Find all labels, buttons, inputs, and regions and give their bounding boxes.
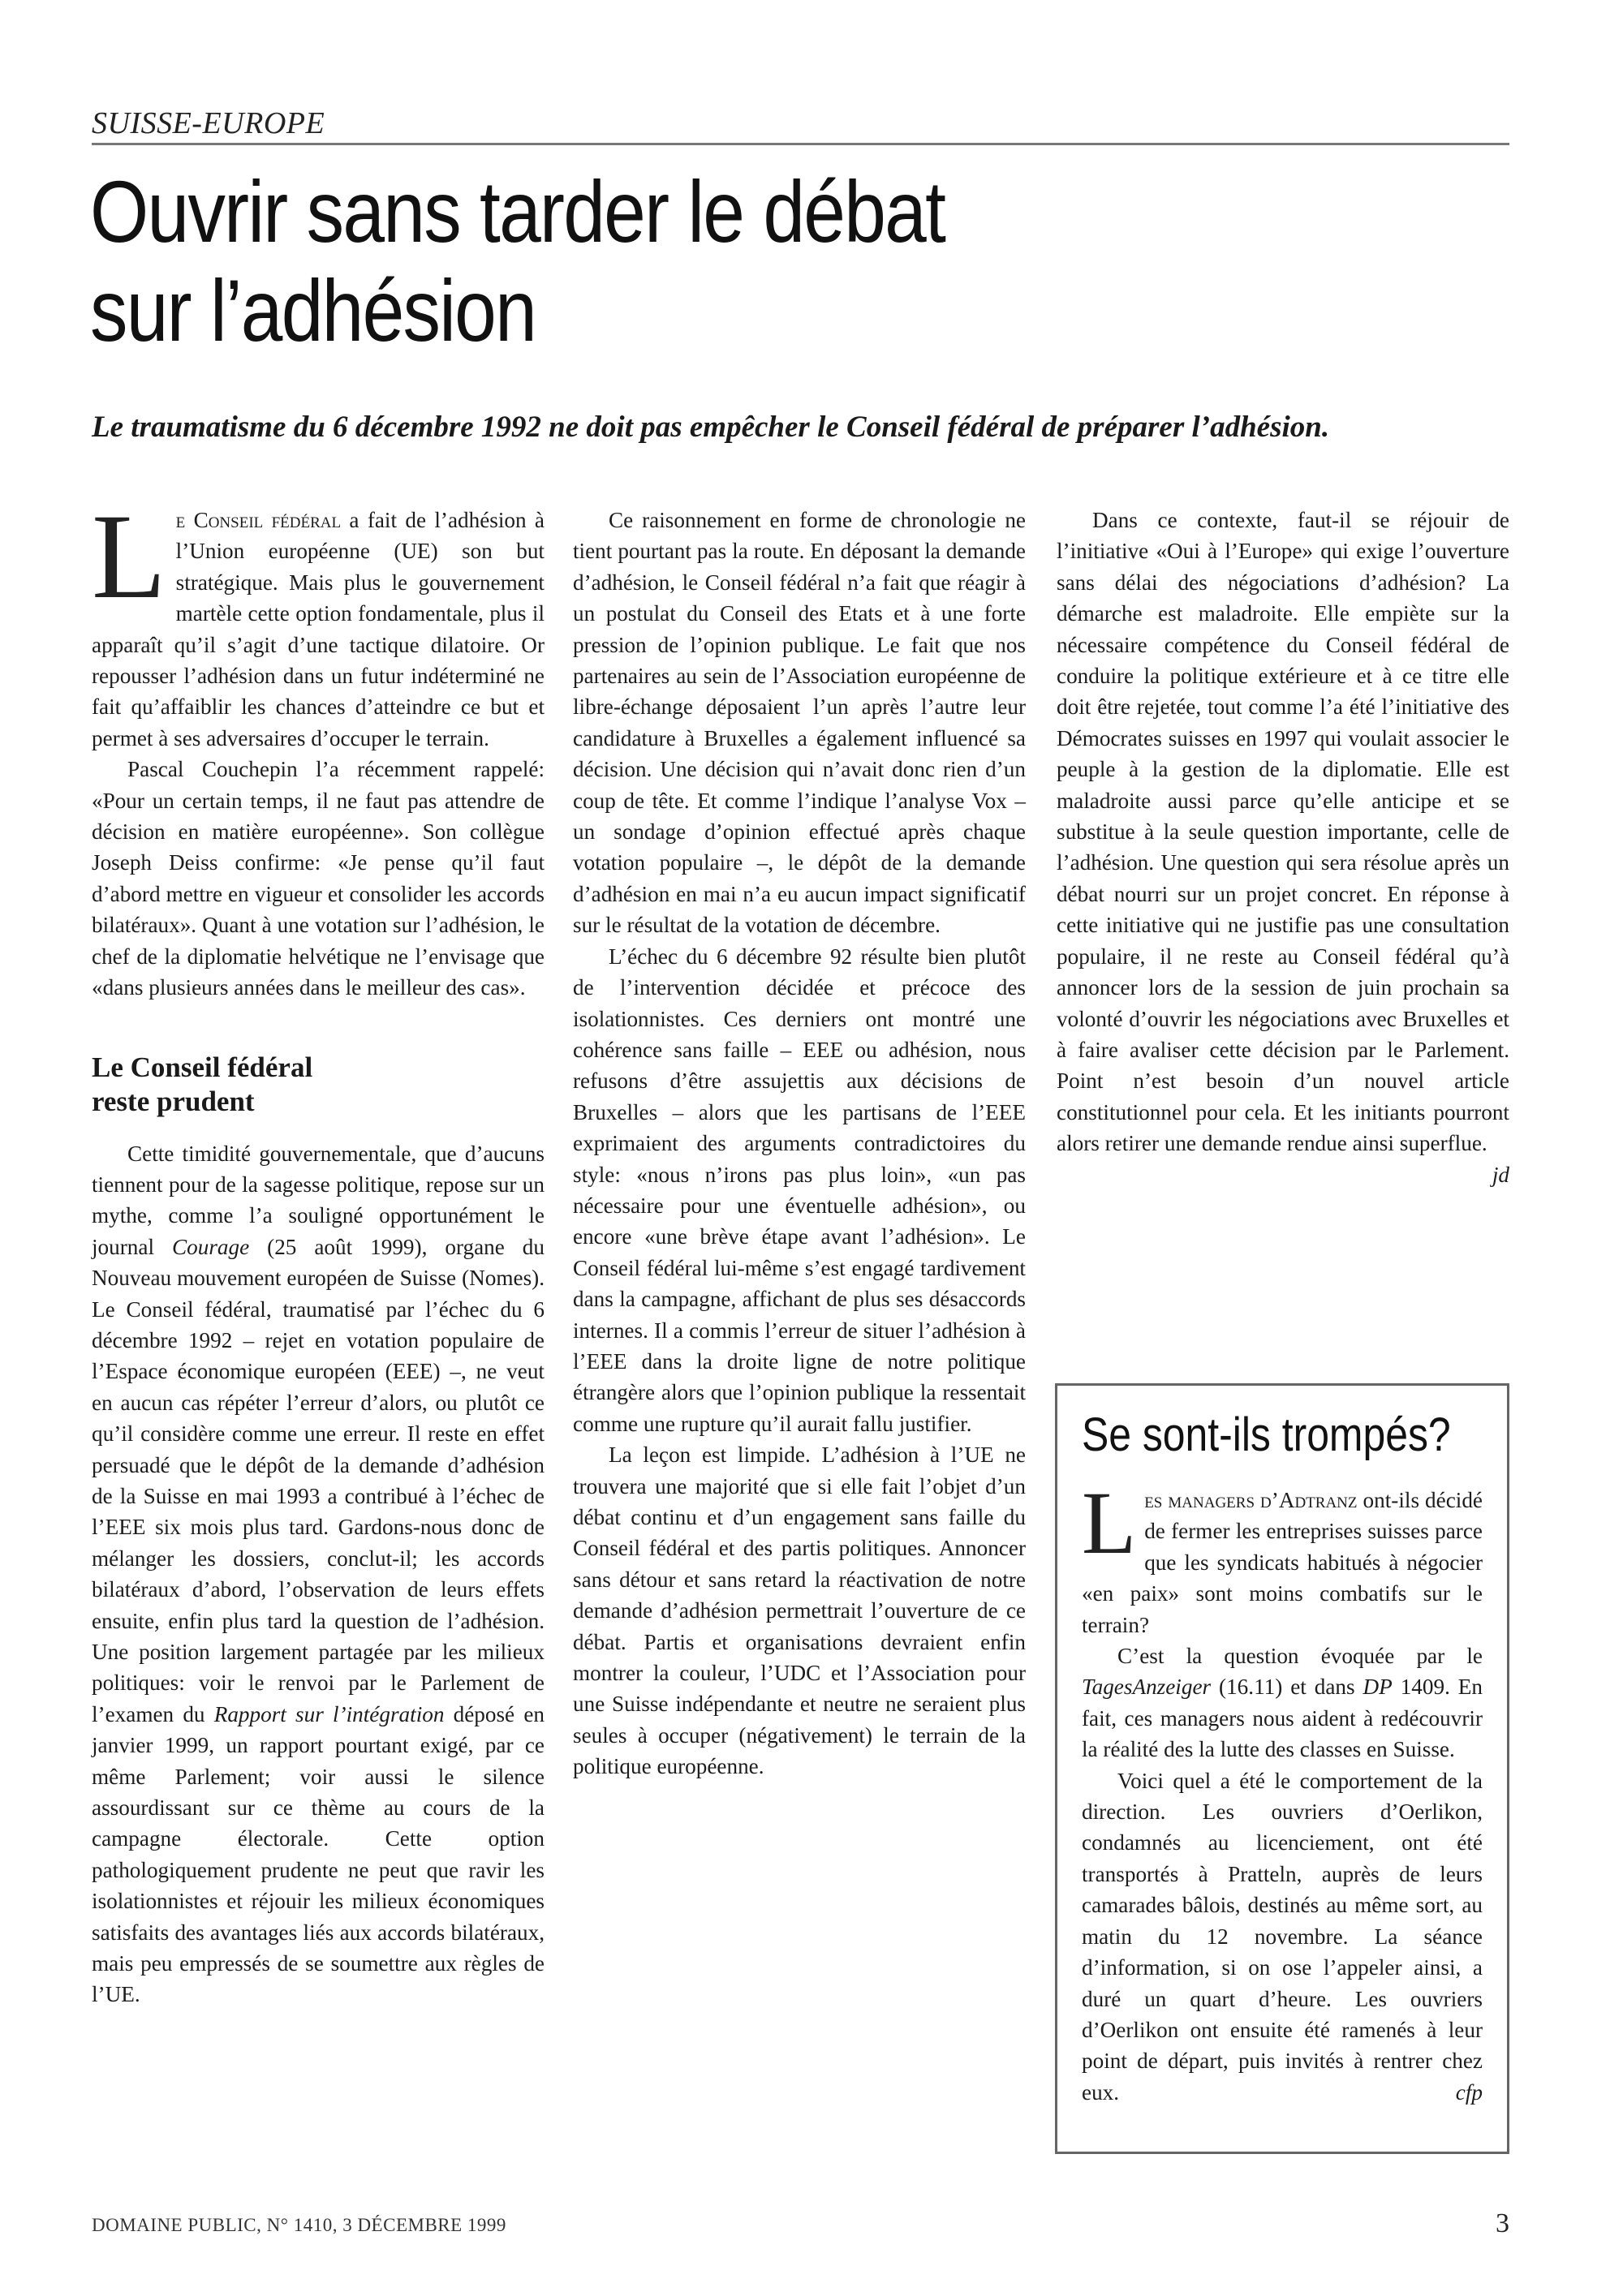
footer-issue-info: DOMAINE PUBLIC, N° 1410, 3 DÉCEMBRE 1999 [92,2215,506,2235]
paragraph-1-text: a fait de l’adhésion à l’Union européenne (UE) son but stratégique. Mais plus le gouvernement martèle cette option fondamentale, plus il apparaît qu’il s’agit d’une tactique dilatoire. Or repousser l’adhésion dans un futur indéterminé ne fait qu’affaiblir les chances d’atteindre ce but et permet à ses adversaires d’occuper le terrain. [92,508,545,750]
headline-line-1: Ouvrir sans tarder le débat [90,162,945,260]
article-headline [90,162,1207,360]
headline-line-2: sur l’adhésion [90,261,536,359]
sidebar-body [1082,1473,1483,2108]
lead-in-smallcaps: e Conseil fédéral [175,508,342,532]
sidebar-paragraph-3-text: Voici quel a été le comportement de la direction. Les ouvriers d’Oerlikon, condamnés au licenciement, ont été transportés à Pratteln, auprès de leurs camarades bâlois, destinés au même sort, au matin du 12 novembre. La séance d’information, si on ose l’appeler ainsi, a duré un quart d’heure. Les ouvriers d’Oerlikon ont ensuite été ramenés à leur point de départ, puis invités à rentrer chez eux. [1082,1768,1483,2105]
sidebar-paragraph-2 [1082,1640,1483,1765]
sidebar-lead-in-smallcaps: es managers d’Adtranz [1144,1488,1358,1512]
sidebar-paragraph-2-text-a: C’est la question évoquée par le [1117,1644,1483,1669]
paragraph-3-text-b: (25 août 1999), organe du Nouveau mouvement européen de Suisse (Nomes). Le Conseil fédéral, traumatisé par l’échec du 6 décembre 1992 – rejet en votation populaire de l’Espace économique européen (EEE) –, ne veut en aucun cas répéter l’erreur d’alors, ou plutôt ce qu’il considère comme une erreur. Il reste en effet persuadé que le dépôt de la demande d’adhésion de la Suisse en mai 1993 a contribué à l’échec de l’EEE six mois plus tard. Gardons-nous donc de mélanger les dossiers, conclut-il; les accords bilatéraux d’abord, l’observation de leurs effets ensuite, enfin plus tard la question de l’adhésion. Une position largement partagée par les milieux politiques: voir le renvoi par le Parlement de l’examen du [92,1234,545,1726]
drop-cap: L [92,489,166,624]
paragraph-7 [1057,505,1509,1187]
sidebar-paragraph-3 [1082,1765,1483,2108]
subhead-line-1: Le Conseil fédéral [92,1051,313,1083]
paragraph-3-text-a: Cette timidité gouvernementale, que d’aucuns tiennent pour de la sagesse politique, repose sur un mythe, comme l’a souligné opportunément le journal [92,1141,545,1259]
article-subhead [92,1051,545,1119]
paragraph-7-text: Dans ce contexte, faut-il se réjouir de l’initiative «Oui à l’Europe» qui exige l’ouverture sans délai des négociations d’adhésion? La démarche est maladroite. Elle empiète sur la nécessaire compétence du Conseil fédéral de conduire la politique extérieure et à ce titre elle doit être rejetée, tout comme l’a été l’initiative des Démocrates suisses en 1997 qui voulait associer le peuple à la gestion de la diplomatie. Elle est maladroite aussi parce qu’elle anticipe et se substitue à la seule question importante, celle de l’adhésion. Une question qui sera résolue après un débat nourri sur un projet concret. En réponse à cette initiative qui ne justifie pas une consultation populaire, il ne reste au Conseil fédéral qu’à annoncer lors de la session de juin prochain sa volonté d’ouvrir les négociations avec Bruxelles et à faire avaliser cette décision par le Parlement. Point n’est besoin d’un nouvel article constitutionnel pour cela. Et les initiants pourront alors retirer une demande rendue ainsi superflue. [1057,508,1509,1156]
article-lead: Le traumatisme du 6 décembre 1992 ne doit pas empêcher le Conseil fédéral de préparer l’adhésion. [92,411,1330,444]
paragraph-3-text-c: déposé en janvier 1999, un rapport pourtant exigé, par ce même Parlement; voir aussi le silence assourdissant sur ce thème au cours de la campagne électorale. Cette option pathologiquement prudente ne peut que ravir les isolationnistes et réjouir les milieux économiques satisfaits des avantages liés aux accords bilatéraux, mais peu empressés de se soumettre aux règles de l’UE. [92,1701,545,2007]
journal-name-courage: Courage [172,1234,250,1259]
sidebar-title: Se sont-ils trompés? [1082,1408,1451,1461]
paragraph-5: L’échec du 6 décembre 92 résulte bien plutôt de l’intervention décidée et précoce des isolationnistes. Ces derniers ont montré une cohérence sans faille – EEE ou adhésion, nous refusons d’être assujettis aux décisions de Bruxelles – alors que les partisans de l’EEE exprimaient des arguments contradictoires du style: «nous n’irons pas plus loin», «un pas nécessaire pour une éventuelle adhésion», ou encore «une brève étape avant l’adhésion». Le Conseil fédéral lui-même s’est engagé tardivement dans la campagne, affichant de plus ses désaccords internes. Il a commis l’erreur de situer l’adhésion à l’EEE dans la droite ligne de notre politique étrangère alors que l’opinion publique la ressentait comme une rupture qu’il aurait fallu justifier. [573,944,1026,1436]
subhead-line-2: reste prudent [92,1085,255,1117]
newspaper-name: TagesAnzeiger [1082,1675,1212,1700]
paragraph-1 [92,489,545,754]
author-signature: jd [1492,1162,1509,1187]
paragraph-2: Pascal Couchepin l’a récemment rappelé: «Pour un certain temps, il ne faut pas attendre de décision en matière européenne». Son collègue Joseph Deiss confirme: «Je pense qu’il faut d’abord mettre en vigueur et consolider les accords bilatéraux». Quant à une votation sur l’adhésion, le chef de la diplomatie helvétique ne l’envisage que «dans plusieurs années dans le meilleur des cas». [92,757,545,1000]
page-number: 3 [1496,2208,1509,2238]
sidebar-paragraph-1-text: ont-ils décidé de fermer les entreprises suisses parce que les syndicats habitués à négocier «en paix» sont moins combatifs sur le terrain? [1082,1488,1483,1637]
sidebar-drop-cap: L [1082,1473,1137,1572]
sidebar-signature: cfp [1455,2079,1483,2105]
paragraph-6: La leçon est limpide. L’adhésion à l’UE ne trouvera une majorité que si elle fait l’objet d’un débat continu et d’un engagement sans faille du Conseil fédéral et des partis politiques. Annoncer sans détour et sans retard la réactivation de notre demande d’adhésion permettrait l’ouverture de ce débat. Partis et organisations devraient enfin montrer la couleur, l’UDC et l’Association pour une Suisse indépendante et neutre ne seraient plus seules à occuper (négativement) le terrain de la politique européenne. [573,1443,1026,1779]
article-column-3 [1057,505,1509,1190]
header-rule [92,143,1509,145]
paragraph-4: Ce raisonnement en forme de chronologie ne tient pourtant pas la route. En déposant la demande d’adhésion, le Conseil fédéral n’a fait que réagir à un postulat du Conseil des Etats et à une forte pression de l’opinion publique. Le fait que nos partenaires au sein de l’Association européenne de libre-échange déposaient l’un après l’autre leur candidature à Bruxelles a également influencé sa décision. Une décision qui n’avait donc rien d’un coup de tête. Et comme l’indique l’analyse Vox – un sondage d’opinion effectué après chaque votation populaire –, le dépôt de la demande d’adhésion en mai n’a eu aucun impact significatif sur le résultat de la votation de décembre. [573,508,1026,938]
paragraph-3-part-1 [92,1138,545,2010]
dp-reference: DP [1363,1675,1393,1700]
report-title: Rapport sur l’intégration [213,1701,445,1726]
sidebar-box [1055,1383,1509,2154]
sidebar-paragraph-2-text-b: (16.11) et dans [1211,1675,1363,1700]
article-column-1 [92,489,545,2010]
article-column-2 [573,505,1026,1782]
sidebar-paragraph-1 [1082,1473,1483,1640]
sidebar-paragraph-2-text-c: 1409. En fait, ces managers nous aident à redécouvrir la réalité des la lutte des classes en Suisse. [1082,1675,1483,1762]
section-rubric: SUISSE-EUROPE [92,106,325,140]
